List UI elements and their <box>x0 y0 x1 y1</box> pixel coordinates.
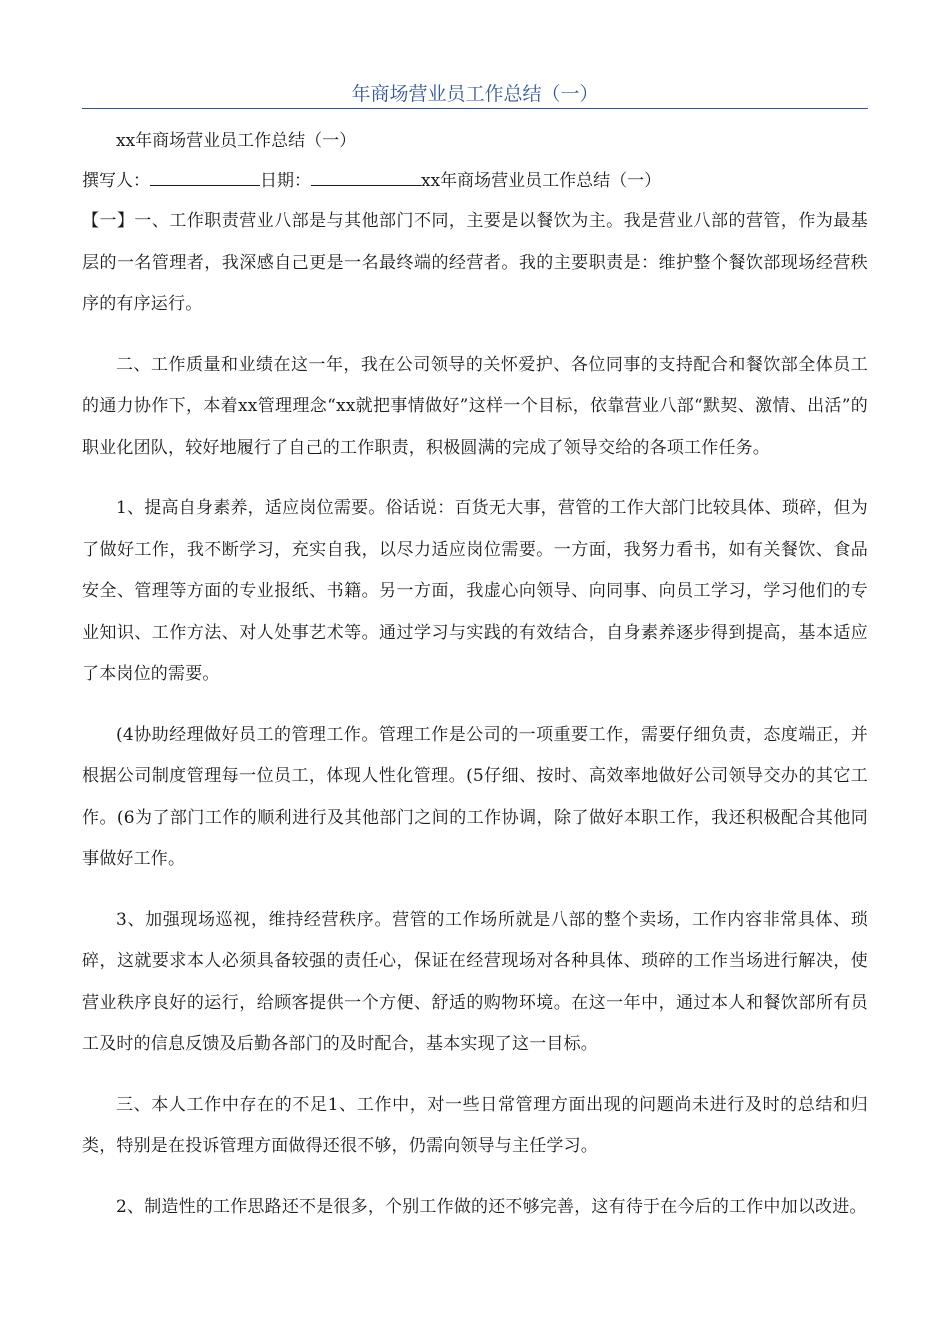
paragraph-3: 1、提高自身素养，适应岗位需要。俗话说：百货无大事，营管的工作大部门比较具体、琐碎，但为了做好工作，我不断学习，充实自我，以尽力适应岗位需要。一方面，我努力看书，如有关餐饮、食品安全、管理等方面的专业报纸、书籍。另一方面，我虚心向领导、向同事、向员工学习，学习他们的专业知识、工作方法、对人处事艺术等。通过学习与实践的有效结合，自身素养逐步得到提高，基本适应了本岗位的需要。 <box>82 498 868 684</box>
document-title: xx年商场营业员工作总结（一） <box>116 131 357 151</box>
paragraph-6: 三、本人工作中存在的不足1、工作中，对一些日常管理方面出现的问题尚未进行及时的总结和归类，特别是在投诉管理方面做得还很不够，仍需向领导与主任学习。 <box>82 1094 868 1156</box>
document-page <box>82 0 868 1228</box>
paragraph-gap <box>82 696 868 715</box>
paragraph-gap <box>82 469 868 488</box>
paragraph-4: (4协助经理做好员工的管理工作。管理工作是公司的一项重要工作，需要仔细负责，态度端正，并根据公司制度管理每一位员工，体现人性化管理。(5仔细、按时、高效率地做好公司领导交办的其它工作。(6为了部门工作的顺利进行及其他部门之间的工作协调，除了做好本职工作，我还积极配合其他同事做好工作。 <box>82 724 868 869</box>
page-header-title: 年商场营业员工作总结（一） <box>351 83 599 105</box>
paragraph-gap <box>82 1066 868 1085</box>
paragraph-1: 【一】一、工作职责营业八部是与其他部门不同，主要是以餐饮为主。我是营业八部的营管，作为最基层的一名管理者，我深感自己更是一名最终端的经营者。我的主要职责是：维护整个餐饮部现场经营秩序的有序运行。 <box>82 211 868 314</box>
date-blank <box>311 169 421 186</box>
author-blank <box>150 169 260 186</box>
date-label: 日期： <box>260 171 311 191</box>
paragraph-gap <box>82 326 868 345</box>
author-label: 撰写人： <box>82 171 150 191</box>
paragraph-gap <box>82 1168 868 1187</box>
paragraph-2: 二、工作质量和业绩在这一年，我在公司领导的关怀爱护、各位同事的支持配合和餐饮部全体员工的通力协作下，本着xx管理理念“xx就把事情做好”这样一个目标，依靠营业八部“默契、激情、出活”的职业化团队，较好地履行了自己的工作职责，积极圆满的完成了领导交给的各项工作任务。 <box>82 354 868 458</box>
paragraph-gap <box>82 881 868 900</box>
document-body <box>82 121 868 1228</box>
meta-suffix: xx年商场营业员工作总结（一） <box>421 171 662 191</box>
paragraph-7: 2、制造性的工作思路还不是很多，个别工作做的还不够完善，这有待于在今后的工作中加以改进。 <box>116 1196 867 1217</box>
paragraph-5: 3、加强现场巡视，维持经营秩序。营管的工作场所就是八部的整个卖场，工作内容非常具体、琐碎，这就要求本人必须具备较强的责任心，保证在经营现场对各种具体、琐碎的工作当场进行解决，使营业秩序良好的运行，给顾客提供一个方便、舒适的购物环境。在这一年中，通过本人和餐饮部所有员工及时的信息反馈及后勤各部门的及时配合，基本实现了这一目标。 <box>82 909 868 1054</box>
header-divider <box>82 108 868 109</box>
document-meta <box>82 161 868 201</box>
